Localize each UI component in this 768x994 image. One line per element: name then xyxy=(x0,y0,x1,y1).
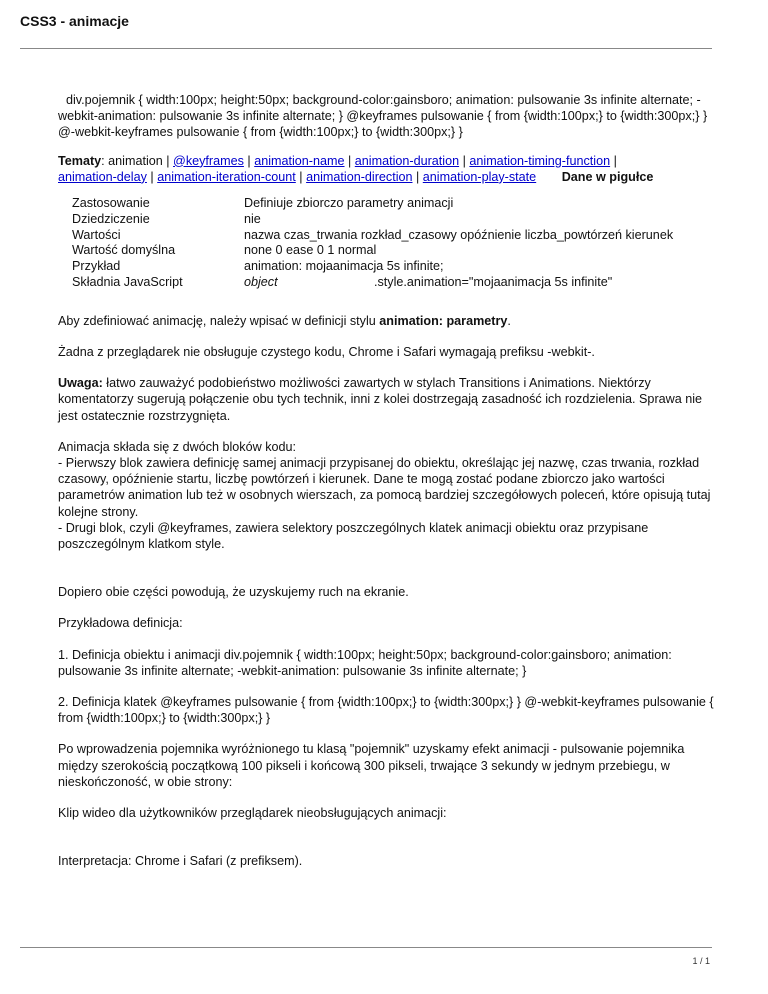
js-syntax: .style.animation="mojaanimacja 5s infinite" xyxy=(374,275,613,289)
properties-table xyxy=(72,196,673,291)
document-body xyxy=(58,92,718,869)
paragraph: Dopiero obie części powodują, że uzyskujemy ruch na ekranie. xyxy=(58,585,409,600)
table-row xyxy=(72,228,673,244)
table-row xyxy=(72,212,673,228)
link-animation-delay[interactable]: animation-delay xyxy=(58,169,147,184)
paragraph: 2. Definicja klatek @keyframes pulsowanie { from {width:100px;} to {width:300px;} } @-webkit-keyframes pulsowanie { from {width:100px;} to {width:300px;} } xyxy=(58,695,714,726)
footer-divider xyxy=(20,947,712,948)
link-animation-timing-function[interactable]: animation-timing-function xyxy=(469,153,611,168)
table-row xyxy=(72,275,673,291)
list-item: - Drugi blok, czyli @keyframes, zawiera selektory poszczególnych klatek animacji obiektu oraz przypisane poszczególnym klatkom style. xyxy=(58,520,649,552)
property-value xyxy=(244,275,673,291)
paragraph: Przykładowa definicja: xyxy=(58,616,183,631)
topics-line: Tematy: animation | @keyframes | animation-name | animation-duration | animation-timing-function | animation-delay | animation-iteration-count | animation-direction | animation-play-state Dane w pigułce xyxy=(58,153,654,184)
link-animation-direction[interactable]: animation-direction xyxy=(306,169,413,184)
paragraph: Żadna z przeglądarek nie obsługuje czystego kodu, Chrome i Safari wymagają prefiksu -webkit-. xyxy=(58,345,595,359)
property-key: Wartości xyxy=(72,227,121,242)
property-value: animation: mojaanimacja 5s infinite; xyxy=(244,259,444,274)
link-animation-iteration-count[interactable]: animation-iteration-count xyxy=(157,169,296,184)
list-item: - Pierwszy blok zawiera definicję samej animacji przypisanej do obiektu, określając jej nazwę, czas trwania, rozkład czasowy, opóźnienie startu, liczbę powtórzeń i kierunek. Dane te mogą zostać podane zbiorczo jako wartości parametrów animation lub też w osobnych wierszach, za pomocą bardziej szczegółowych poleceń, które opisują tutaj kolejne strony. xyxy=(58,456,711,519)
js-object-placeholder: object xyxy=(244,275,278,289)
topics-label: Tematy xyxy=(58,153,102,168)
paragraph: Interpretacja: Chrome i Safari (z prefiksem). xyxy=(58,854,303,869)
paragraph: Animacja składa się z dwóch bloków kodu: - Pierwszy blok zawiera definicję samej animacji przypisanej do obiektu, określając jej nazwę, czas trwania, rozkład czasowy, opóźnienie startu, liczbę powtórzeń i kierunek. Dane te mogą zostać podane zbiorczo jako wartości parametrów animation lub też w osobnych wierszach, za pomocą bardziej szczegółowych poleceń, które opisują tutaj kolejne strony. - Drugi blok, czyli @keyframes, zawiera selektory poszczególnych klatek animacji obiektu oraz przypisane poszczególnym klatkom style. xyxy=(58,439,711,552)
topics-prefix: : animation | xyxy=(101,153,174,168)
paragraph: Aby zdefiniować animację, należy wpisać w definicji stylu animation: parametry. xyxy=(58,313,511,328)
paragraph: Klip wideo dla użytkowników przeglądarek nieobsługujących animacji: xyxy=(58,806,447,821)
note-paragraph: Uwaga: łatwo zauważyć podobieństwo możliwości zawartych w stylach Transitions i Animations. Niektórzy komentatorzy sugerują połączenie obu tych technik, inni z kolei dostrzegają zasadność ich rozdzielenia. Sprawa nie jest ostatecznie rozstrzygnięta. xyxy=(58,376,703,423)
header-divider xyxy=(20,48,712,49)
property-key: Dziedziczenie xyxy=(72,211,150,226)
page-title: CSS3 - animacje xyxy=(20,13,129,29)
link-keyframes[interactable]: @keyframes xyxy=(173,153,244,168)
property-value: nazwa czas_trwania rozkład_czasowy opóźnienie liczba_powtórzeń kierunek xyxy=(244,227,674,242)
page-number: 1 / 1 xyxy=(692,956,710,966)
link-animation-name[interactable]: animation-name xyxy=(254,153,345,168)
table-row xyxy=(72,243,673,259)
paragraph: 1. Definicja obiektu i animacji div.pojemnik { width:100px; height:50px; background-color:gainsboro; animation: pulsowanie 3s infinite alternate; -webkit-animation: pulsowanie 3s infinite alternate; } xyxy=(58,647,672,678)
table-row xyxy=(72,196,673,212)
link-animation-play-state[interactable]: animation-play-state xyxy=(422,169,537,184)
property-key: Przykład xyxy=(72,259,121,274)
property-value: none 0 ease 0 1 normal xyxy=(244,243,377,258)
property-key: Składnia JavaScript xyxy=(72,275,183,289)
paragraph: Po wprowadzenia pojemnika wyróżnionego tu klasą "pojemnik" uzyskamy efekt animacji - pulsowanie pojemnika między szerokością początkową 100 pikseli i końcową 300 pikseli, trwające 3 sekundy w jednym przebiegu, w nieskończoność, w obie strony: xyxy=(58,742,685,789)
property-key: Zastosowanie xyxy=(72,196,150,211)
link-animation-duration[interactable]: animation-duration xyxy=(354,153,460,168)
property-key: Wartość domyślna xyxy=(72,243,176,258)
dane-label: Dane w pigułce xyxy=(561,169,654,184)
property-value: nie xyxy=(244,211,261,226)
table-row xyxy=(72,259,673,275)
property-value: Definiuje zbiorczo parametry animacji xyxy=(244,196,454,211)
code-example: div.pojemnik { width:100px; height:50px; background-color:gainsboro; animation: pulsowanie 3s infinite alternate; -webkit-animation: pulsowanie 3s infinite alternate; } @keyframes pulsowanie { from {width:100px;} to {width:300px;} } @-webkit-keyframes pulsowanie { from {width:100px;} to {width:300px;} } xyxy=(58,93,708,140)
